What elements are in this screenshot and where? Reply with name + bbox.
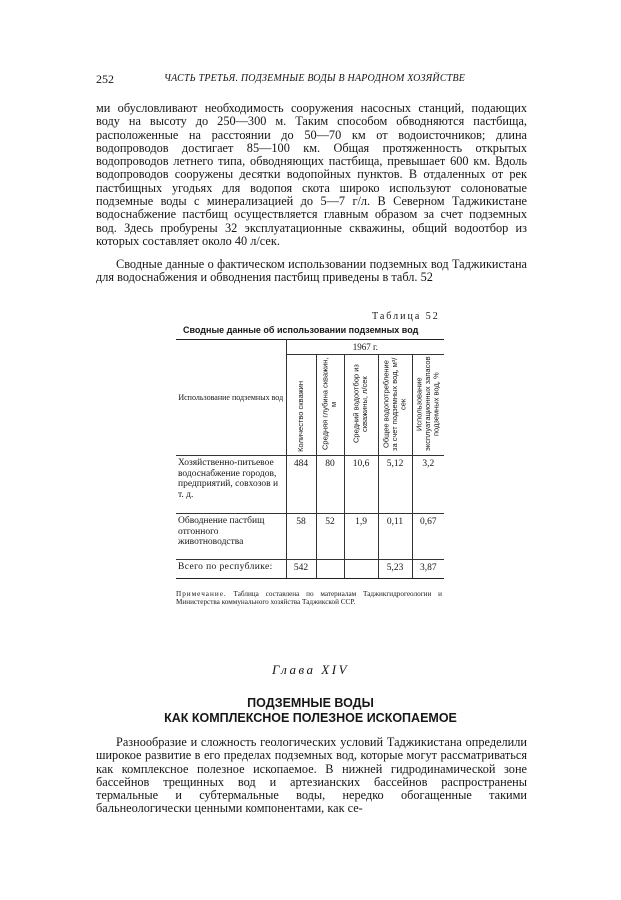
running-title: ЧАСТЬ ТРЕТЬЯ. ПОДЗЕМНЫЕ ВОДЫ В НАРОДНОМ ХОЗЯЙСТВЕ [164,73,466,84]
table-row [176,514,444,559]
table-cell: 3,2 [412,456,444,514]
paragraph-chapter-intro: Разнообразие и сложность геологических условий Таджикистана определили широкое развитие в его пределах подземных вод, которые могут рассматриваться как комплексное полезное ископаемое. В нижней гидродинамической зоне бассейнов трещинных вод и артезианских бассейнов распространены термальные и субтермальные воды, нередко обогащенные такими бальнеологически ценными компонентами, как се- [96,735,527,816]
table-cell: 542 [286,559,316,578]
table-cell: 5,23 [378,559,412,578]
table-caption: Таблица 52 [372,311,440,322]
table-cell: 52 [316,514,344,559]
table-row [176,456,444,514]
table-cell: 10,6 [344,456,378,514]
table-cell: 80 [316,456,344,514]
column-header: Средняя глубина скважин, м [316,355,344,456]
chapter-title-line1: ПОДЗЕМНЫЕ ВОДЫ [247,696,374,710]
chapter-number: Глава XIV [271,662,350,677]
table-cell: 0,67 [412,514,444,559]
page-number: 252 [96,72,114,86]
row-label: Обводнение пастбищ отгонного животноводства [176,514,286,559]
column-header: Средний водоотбор из скважины, л/сек [344,355,378,456]
table-cell: 484 [286,456,316,514]
table-note [176,590,442,606]
paragraph-pasture-water-supply: ми обусловливают необходимость сооружения насосных станций, подающих воду на высоту до 250—300 м. Таким способом обводняются пастбища, расположенные на расстоянии до 50—70 км от водоисточников; длина водопроводов достигает 85—100 км. Общая протяженность открытых водопроводов летнего типа, обводняющих пастбища, превышает 600 км. Вдоль водопроводов сооружены десятки водопойных пунктов. В отдаленных от рек пастбищных угодьях для водопоя скота широко используют солоноватые подземные воды с минерализацией до 5—7 г/л. В Северном Таджикистане водоснабжение пастбищ осуществляется главным образом за счет подземных вод. Здесь пробурены 32 эксплуатационные скважины, общий водоотбор из которых составляет около 40 л/сек. [96,101,527,248]
row-label: Хозяйственно-питьевое водоснабжение городов, предприятий, совхозов и т. д. [176,456,286,514]
page-header [96,72,527,88]
row-header-cell: Использование подземных вод [176,340,286,456]
table-cell [316,559,344,578]
year-header: 1967 г. [286,340,444,355]
paragraph-table-reference: Сводные данные о фактическом использовании подземных вод Таджикистана для водоснабжения и обводнения пастбищ приведены в табл. 52 [96,257,527,285]
column-header: Общее водопотребление за счет подземных вод, м³/сек [378,355,412,456]
note-text: Таблица составлена по материалам Таджикгидрогеологии и Министерства коммунального хозяйства Таджикской ССР. [176,590,442,606]
table-cell: 5,12 [378,456,412,514]
table-cell [344,559,378,578]
chapter-title-line2: КАК КОМПЛЕКСНОЕ ПОЛЕЗНОЕ ИСКОПАЕМОЕ [164,711,457,725]
column-header: Количество скважин [286,355,316,456]
table-cell: 58 [286,514,316,559]
row-label: Всего по республике: [176,559,286,578]
groundwater-usage-table [176,339,444,579]
table-title: Сводные данные об использовании подземных вод [183,325,419,335]
table-cell: 1,9 [344,514,378,559]
table-cell: 0,11 [378,514,412,559]
table-row-total [176,559,444,578]
note-lead: Примечание. [176,590,227,598]
column-header: Использование эксплуатационных запасов подземных вод, % [412,355,444,456]
table-cell: 3,87 [412,559,444,578]
